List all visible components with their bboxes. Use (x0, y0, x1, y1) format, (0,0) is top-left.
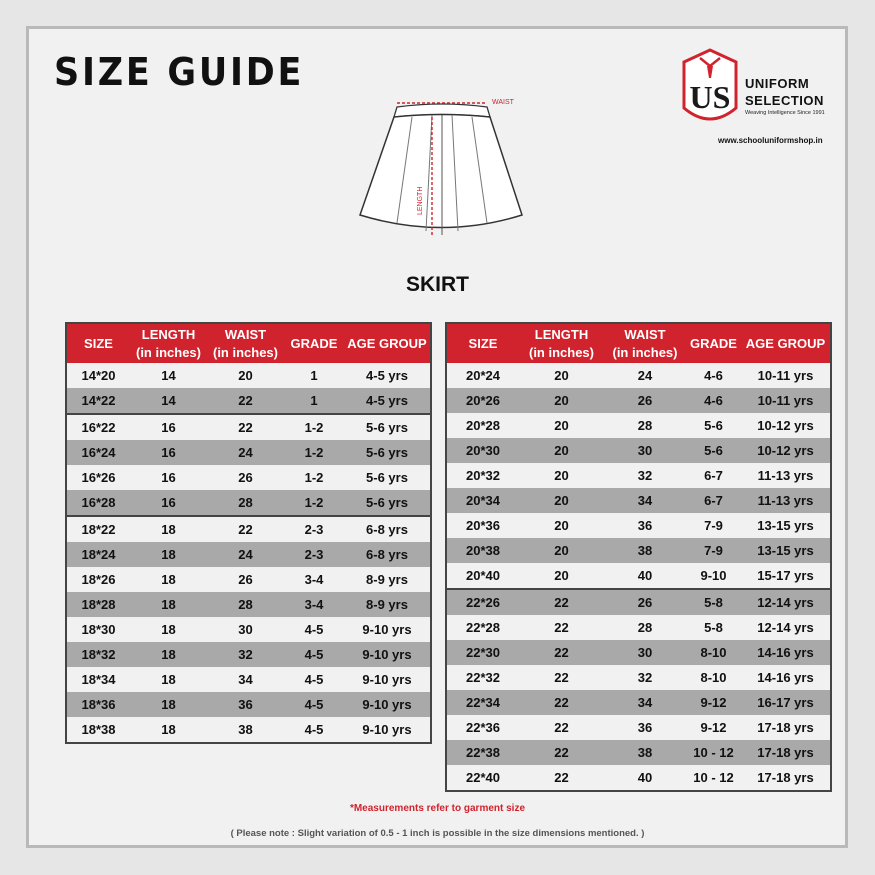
cell-length: 18 (130, 542, 207, 567)
logo-letters: US (689, 79, 731, 115)
cell-length: 20 (519, 513, 604, 538)
table-row (446, 363, 831, 388)
cell-waist: 34 (604, 488, 686, 513)
cell-age: 10-12 yrs (741, 413, 831, 438)
table-header-row (446, 323, 831, 363)
header-grade: GRADE (686, 323, 741, 363)
cell-size: 20*24 (446, 363, 519, 388)
cell-size: 22*32 (446, 665, 519, 690)
cell-age: 8-9 yrs (344, 567, 431, 592)
cell-grade: 5-6 (686, 438, 741, 463)
cell-age: 11-13 yrs (741, 488, 831, 513)
cell-age: 5-6 yrs (344, 440, 431, 465)
brand-name-line2: SELECTION (745, 93, 824, 108)
cell-grade: 1-2 (284, 440, 344, 465)
table-row (66, 717, 431, 743)
cell-size: 20*28 (446, 413, 519, 438)
table-row (66, 440, 431, 465)
cell-size: 18*26 (66, 567, 130, 592)
table-row (66, 465, 431, 490)
cell-size: 20*34 (446, 488, 519, 513)
table-header-row (66, 323, 431, 363)
cell-length: 18 (130, 717, 207, 743)
brand-tagline: Weaving Intelligence Since 1991 (745, 110, 825, 116)
cell-size: 16*26 (66, 465, 130, 490)
table-row (446, 589, 831, 615)
cell-size: 20*38 (446, 538, 519, 563)
cell-age: 14-16 yrs (741, 640, 831, 665)
cell-length: 22 (519, 615, 604, 640)
cell-waist: 34 (604, 690, 686, 715)
cell-size: 22*34 (446, 690, 519, 715)
cell-length: 20 (519, 538, 604, 563)
cell-age: 9-10 yrs (344, 642, 431, 667)
cell-length: 22 (519, 765, 604, 791)
table-row (66, 490, 431, 516)
cell-age: 11-13 yrs (741, 463, 831, 488)
cell-age: 5-6 yrs (344, 490, 431, 516)
cell-length: 18 (130, 642, 207, 667)
table-row (446, 563, 831, 589)
cell-length: 22 (519, 690, 604, 715)
cell-grade: 4-5 (284, 692, 344, 717)
cell-waist: 20 (207, 363, 284, 388)
cell-waist: 36 (604, 513, 686, 538)
cell-length: 22 (519, 665, 604, 690)
table-row (446, 513, 831, 538)
cell-age: 12-14 yrs (741, 615, 831, 640)
cell-grade: 5-6 (686, 413, 741, 438)
table-row (446, 388, 831, 413)
cell-length: 18 (130, 692, 207, 717)
header-age-group: AGE GROUP (344, 323, 431, 363)
cell-length: 18 (130, 617, 207, 642)
cell-length: 20 (519, 488, 604, 513)
cell-size: 22*36 (446, 715, 519, 740)
cell-grade: 1-2 (284, 414, 344, 440)
table-row (446, 488, 831, 513)
cell-waist: 30 (604, 640, 686, 665)
table-row (446, 438, 831, 463)
cell-age: 17-18 yrs (741, 715, 831, 740)
cell-age: 16-17 yrs (741, 690, 831, 715)
cell-grade: 4-6 (686, 363, 741, 388)
cell-waist: 22 (207, 414, 284, 440)
cell-waist: 32 (604, 665, 686, 690)
cell-size: 18*30 (66, 617, 130, 642)
table-row (66, 692, 431, 717)
brand-name-line1: UNIFORM (745, 76, 810, 91)
cell-waist: 34 (207, 667, 284, 692)
table-row (446, 765, 831, 791)
size-table-right (445, 322, 832, 792)
cell-length: 16 (130, 440, 207, 465)
table-row (66, 642, 431, 667)
cell-grade: 5-8 (686, 615, 741, 640)
cell-grade: 3-4 (284, 592, 344, 617)
cell-waist: 30 (207, 617, 284, 642)
header-waist: WAIST (in inches) (604, 323, 686, 363)
table-row (66, 516, 431, 542)
cell-waist: 28 (604, 615, 686, 640)
table-row (446, 615, 831, 640)
cell-age: 13-15 yrs (741, 538, 831, 563)
cell-age: 9-10 yrs (344, 617, 431, 642)
cell-age: 4-5 yrs (344, 363, 431, 388)
table-row (446, 640, 831, 665)
cell-length: 18 (130, 592, 207, 617)
cell-size: 18*22 (66, 516, 130, 542)
cell-length: 22 (519, 589, 604, 615)
table-row (66, 592, 431, 617)
product-title: SKIRT (406, 273, 469, 296)
cell-size: 18*32 (66, 642, 130, 667)
cell-age: 15-17 yrs (741, 563, 831, 589)
cell-grade: 8-10 (686, 665, 741, 690)
cell-size: 16*22 (66, 414, 130, 440)
header-waist: WAIST (in inches) (207, 323, 284, 363)
cell-grade: 4-5 (284, 642, 344, 667)
cell-length: 18 (130, 567, 207, 592)
cell-grade: 10 - 12 (686, 740, 741, 765)
cell-length: 20 (519, 388, 604, 413)
cell-length: 20 (519, 563, 604, 589)
cell-grade: 4-5 (284, 667, 344, 692)
cell-size: 18*38 (66, 717, 130, 743)
cell-length: 22 (519, 640, 604, 665)
cell-grade: 4-5 (284, 717, 344, 743)
table-row (446, 715, 831, 740)
cell-grade: 6-7 (686, 463, 741, 488)
website-link[interactable]: www.schooluniformshop.in (718, 136, 823, 145)
cell-waist: 24 (207, 542, 284, 567)
cell-waist: 38 (207, 717, 284, 743)
cell-waist: 32 (207, 642, 284, 667)
waist-label: WAIST (492, 99, 514, 106)
cell-waist: 24 (604, 363, 686, 388)
cell-size: 18*24 (66, 542, 130, 567)
cell-grade: 1 (284, 388, 344, 414)
cell-length: 20 (519, 463, 604, 488)
cell-age: 10-12 yrs (741, 438, 831, 463)
cell-age: 14-16 yrs (741, 665, 831, 690)
header-age-group: AGE GROUP (741, 323, 831, 363)
table-row (446, 463, 831, 488)
cell-length: 16 (130, 465, 207, 490)
cell-waist: 40 (604, 765, 686, 791)
skirt-diagram (352, 95, 532, 245)
table-row (66, 542, 431, 567)
cell-age: 17-18 yrs (741, 740, 831, 765)
cell-size: 20*30 (446, 438, 519, 463)
header-length: LENGTH (in inches) (519, 323, 604, 363)
cell-length: 22 (519, 715, 604, 740)
header-size: SIZE (446, 323, 519, 363)
cell-size: 22*30 (446, 640, 519, 665)
cell-grade: 7-9 (686, 538, 741, 563)
table-row (66, 567, 431, 592)
cell-grade: 9-12 (686, 690, 741, 715)
cell-grade: 1-2 (284, 490, 344, 516)
cell-waist: 22 (207, 388, 284, 414)
cell-age: 6-8 yrs (344, 516, 431, 542)
cell-length: 16 (130, 414, 207, 440)
size-table-left (65, 322, 432, 744)
cell-age: 9-10 yrs (344, 717, 431, 743)
cell-length: 16 (130, 490, 207, 516)
measurement-note: *Measurements refer to garment size (349, 803, 526, 814)
cell-waist: 36 (207, 692, 284, 717)
cell-length: 14 (130, 388, 207, 414)
header-grade: GRADE (284, 323, 344, 363)
cell-waist: 28 (207, 490, 284, 516)
cell-grade: 9-10 (686, 563, 741, 589)
table-row (446, 740, 831, 765)
cell-length: 20 (519, 438, 604, 463)
cell-size: 18*28 (66, 592, 130, 617)
table-row (446, 665, 831, 690)
header-size: SIZE (66, 323, 130, 363)
cell-waist: 26 (604, 589, 686, 615)
cell-waist: 38 (604, 740, 686, 765)
cell-age: 10-11 yrs (741, 388, 831, 413)
cell-size: 14*20 (66, 363, 130, 388)
cell-grade: 5-8 (686, 589, 741, 615)
cell-size: 22*26 (446, 589, 519, 615)
cell-waist: 26 (207, 567, 284, 592)
cell-waist: 38 (604, 538, 686, 563)
cell-grade: 3-4 (284, 567, 344, 592)
cell-age: 4-5 yrs (344, 388, 431, 414)
cell-size: 22*38 (446, 740, 519, 765)
variation-disclaimer: ( Please note : Slight variation of 0.5 - 1 inch is possible in the size dimensions mentioned. ) (230, 828, 645, 839)
cell-size: 16*28 (66, 490, 130, 516)
table-row (66, 414, 431, 440)
cell-size: 20*40 (446, 563, 519, 589)
cell-grade: 2-3 (284, 542, 344, 567)
cell-grade: 2-3 (284, 516, 344, 542)
page-title: SIZE GUIDE (54, 50, 305, 94)
cell-length: 14 (130, 363, 207, 388)
cell-size: 18*36 (66, 692, 130, 717)
cell-size: 16*24 (66, 440, 130, 465)
cell-grade: 4-5 (284, 617, 344, 642)
cell-size: 22*28 (446, 615, 519, 640)
cell-length: 18 (130, 667, 207, 692)
cell-age: 12-14 yrs (741, 589, 831, 615)
cell-length: 22 (519, 740, 604, 765)
cell-grade: 8-10 (686, 640, 741, 665)
cell-length: 18 (130, 516, 207, 542)
cell-size: 18*34 (66, 667, 130, 692)
cell-waist: 26 (604, 388, 686, 413)
cell-grade: 7-9 (686, 513, 741, 538)
cell-size: 14*22 (66, 388, 130, 414)
table-row (66, 388, 431, 414)
cell-age: 9-10 yrs (344, 667, 431, 692)
cell-waist: 22 (207, 516, 284, 542)
cell-grade: 1-2 (284, 465, 344, 490)
table-row (446, 413, 831, 438)
cell-age: 8-9 yrs (344, 592, 431, 617)
cell-age: 6-8 yrs (344, 542, 431, 567)
table-row (446, 690, 831, 715)
cell-age: 9-10 yrs (344, 692, 431, 717)
cell-waist: 36 (604, 715, 686, 740)
cell-waist: 26 (207, 465, 284, 490)
cell-size: 22*40 (446, 765, 519, 791)
table-row (66, 363, 431, 388)
cell-length: 20 (519, 413, 604, 438)
cell-size: 20*32 (446, 463, 519, 488)
cell-age: 5-6 yrs (344, 414, 431, 440)
cell-waist: 32 (604, 463, 686, 488)
cell-age: 17-18 yrs (741, 765, 831, 791)
cell-grade: 10 - 12 (686, 765, 741, 791)
table-row (66, 617, 431, 642)
cell-length: 20 (519, 363, 604, 388)
length-label: LENGTH (417, 186, 424, 215)
cell-waist: 28 (207, 592, 284, 617)
cell-waist: 24 (207, 440, 284, 465)
cell-grade: 1 (284, 363, 344, 388)
cell-grade: 6-7 (686, 488, 741, 513)
cell-grade: 4-6 (686, 388, 741, 413)
cell-age: 10-11 yrs (741, 363, 831, 388)
table-row (66, 667, 431, 692)
cell-size: 20*36 (446, 513, 519, 538)
table-row (446, 538, 831, 563)
cell-waist: 40 (604, 563, 686, 589)
cell-waist: 28 (604, 413, 686, 438)
cell-age: 13-15 yrs (741, 513, 831, 538)
cell-size: 20*26 (446, 388, 519, 413)
cell-waist: 30 (604, 438, 686, 463)
cell-age: 5-6 yrs (344, 465, 431, 490)
cell-grade: 9-12 (686, 715, 741, 740)
header-length: LENGTH (in inches) (130, 323, 207, 363)
